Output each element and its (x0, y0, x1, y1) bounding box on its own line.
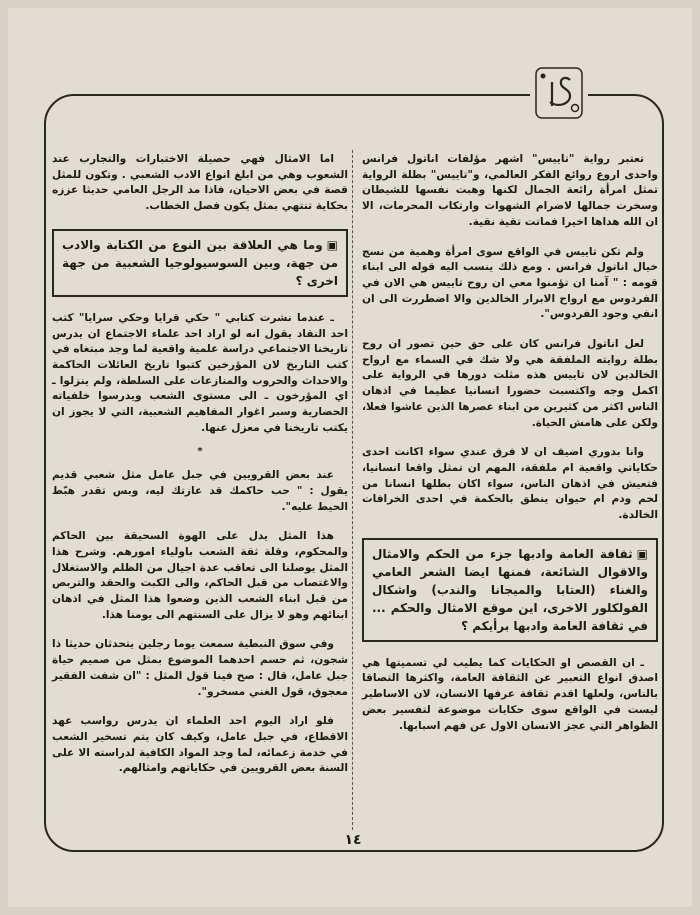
question-box-sociology (52, 229, 348, 297)
column-divider (352, 150, 353, 840)
separator-star-icon: * (197, 446, 203, 458)
paragraph-ruler-gap: هذا المثل يدل على الهوة السحيقة بين الحاكم والمحكوم، وقلة ثقة الشعب باولياء امورهم. وشرح هذا المثل يوصلنا الى تعاقب عدة اجيال من الظلم والاستغلال والاغتصاب من قبل الحاكم، والى الكبت والحقد والتربص من قبل ابناء الشعب الذين وضعوا هذا المثل في اذهان ابنائهم وهو لا يزال على السنتهم الى يومنا هذا. (52, 530, 348, 621)
paragraph-jabal-amel-proverb: عند بعض القرويين في جبل عامل مثل شعبي قديم يقول : " حب حاكمك قد عازتك ليه، وبس تقدر هبّط الحيط عليه". (52, 469, 348, 513)
paragraph-author-view: وانا بدوري اضيف ان لا فرق عندي سواء اكانت احدى حكاياتي واقعية ام ملفقة، المهم ان تمثل واقعا انسانيا، فتعيش في اذهان الناس، سواء اكان بطلها انسانا من لحم ودم ام حيوان ينطق بالحكمة في احدى الخرافات الخالدة. (362, 446, 658, 522)
question-text: وما هي العلاقة بين النوع من الكتابة والادب من جهة، وبين السوسيولوجيا الشعبية من جهة اخرى ؟ (62, 237, 338, 288)
paragraph-proverbs: اما الامثال فهي حصيلة الاختبارات والتجارب عند الشعوب وهي من ابلغ انواع الادب الشعبي . وتكون للمثل قصة في بعض الاحيان، فاذا مد الرجل العامي حديثا عززه بحكاية تنتهي بمثل يكون فصل الخطاب. (52, 153, 348, 213)
question-text: ثقافة العامة وادبها جزء من الحكم والامثال والاقوال الشائعة، فمنها ايضا الشعر العامي والغناء (العتابا والميجانا والندب) واشكال الفولكلور الاخرى، اين موقع الامثال والحكم ... في ثقافة العامة وادبها برأيكم ؟ (372, 546, 648, 633)
section-logo-calligraphy (530, 62, 588, 124)
right-column (362, 152, 658, 748)
paragraph-thais-imaginary: ولم تكن تاييس في الواقع سوى امرأة وهمية من نسج خيال اناتول فرانس . ومع ذلك ينسب اليه قوله الى ابناء قومه : " آمنا ان تؤمنوا معي ان روح تاييس هي الان في الفردوس مع ارواح الابرار الخالدين والا اضطررت الى ان انفي وجود الفردوس". (362, 245, 658, 321)
left-column (52, 152, 348, 791)
paragraph-book-critic: ـ عندما نشرت كتابي " حكي قرايا وحكي سرايا" كتب احد النقاد يقول انه لو اراد احد علماء الاجتماع ان يدرس تاريخنا الاجتماعي دراسة علمية واقعية لما وجد مبتغاه في كتب التاريخ لان المؤرخين كتبوا تاريخ العائلات الحاكمة والاحداث والحروب والمنازعات على السلطة، ولم ينزلوا ـ اي المؤرخون ـ الى مستوى الشعب ويدرسوا خلفياته الحضارية وسبر اغوار المفاهيم الشعبية، التي لا يجوز ان يكتب تاريخنا في معزل عنها. (52, 311, 348, 434)
paragraph-nabatieh-market: وفي سوق النبطية سمعت يوما رجلين يتحدثان حديثا ذا شجون، ثم حسم احدهما الموضوع بمثل من صميم حياة جبل عامل، قال : صح فينا قول المثل : "ان شفت الفقير معجوق، قول الغني مسخرو". (52, 638, 348, 698)
paragraph-france-right: لعل اناتول فرانس كان على حق حين تصور ان روح بطلة روايته الملفقة هي ولا شك في السماء مع ارواح الخالدين لان تاييس هذه مثلت دورها في الرواية على اكمل وجه واكتسبت حضورا انسانيا عظيما في اذهان الناس اكثر من كثيرين من ابناء عصرها الذين عاشوا فعلا، ولكن على هامش الحياة. (362, 338, 658, 429)
question-box-proverbs (362, 538, 658, 642)
paragraph-feudal-era: فلو اراد اليوم احد العلماء ان يدرس رواسب عهد الاقطاع، في جبل عامل، وكيف كان يتم تسخير الشعب في خدمة زعمائه، لما وجد المواد الكافية لدراسته الا على السنة بعض القرويين في حكاياتهم وامثالهم. (52, 715, 348, 775)
cube-icon: ▣ (326, 237, 338, 252)
paragraph-stories-culture: ـ ان القصص او الحكايات كما يطيب لي تسميتها هي اصدق انواع التعبير عن الثقافة العامة، واكثرها التصاقا بالناس، ولعلها اقدم ثقافة عرفها الانسان، لان الاساطير ليست في الواقع سوى حكايات موضوعة لتفسير بعض الظواهر التي عجز الانسان الاول عن فهم اسبابها. (362, 656, 658, 732)
paragraph-thais-intro: تعتبر رواية "تاييس" اشهر مؤلفات اناتول فرانس واحدى اروع روائع الفكر العالمي، و"تاييس" بطلة الرواية تمثل امرأة رائعة الجمال لكنها وهبت نفسها للشيطان وسخرت جمالها لاضرام الشهوات وارتكاب المحرمات، الا ان الله هداها اخيرا فماتت تقية نقية. (362, 153, 658, 228)
cube-icon: ▣ (636, 546, 648, 561)
page-number: ١٤ (338, 832, 368, 848)
